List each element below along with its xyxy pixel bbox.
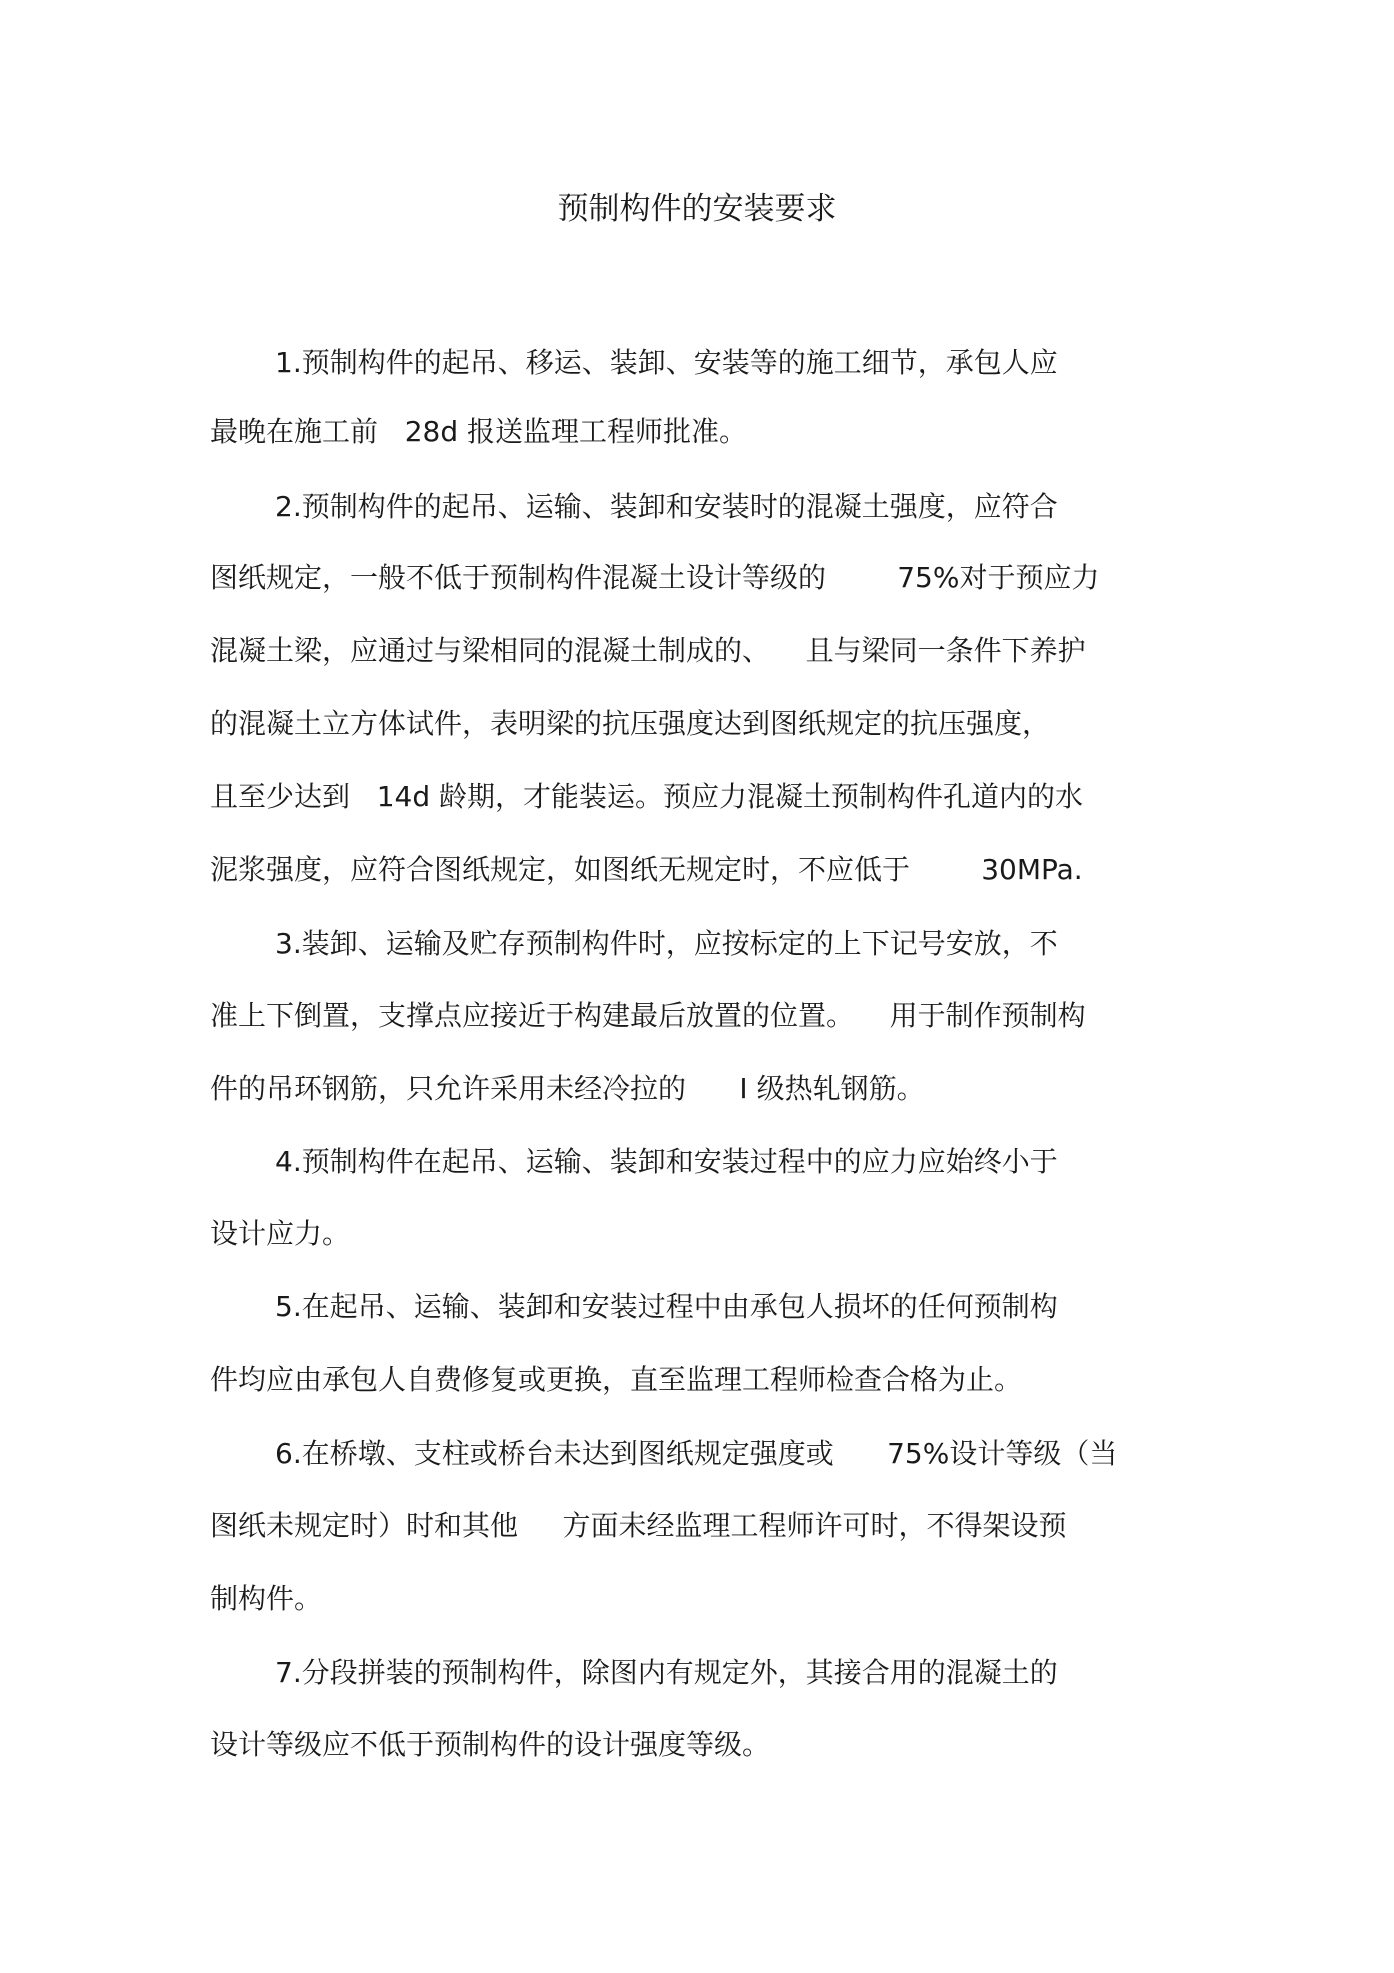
paragraph-6-line-3: 制构件。: [210, 1582, 323, 1615]
paragraph-4-line-1: 4.预制构件在起吊、运输、装卸和安装过程中的应力应始终小于: [275, 1145, 1058, 1178]
paragraph-6-line-2: 图纸未规定时）时和其他 方面未经监理工程师许可时，不得架设预: [210, 1509, 1067, 1542]
paragraph-1-line-2: 最晚在施工前 28d 报送监理工程师批准。: [210, 415, 748, 448]
paragraph-2-line-5: 且至少达到 14d 龄期，才能装运。预应力混凝土预制构件孔道内的水: [210, 780, 1084, 813]
paragraph-2-line-3: 混凝土梁，应通过与梁相同的混凝土制成的、 且与梁同一条件下养护: [210, 634, 1086, 667]
paragraph-7-line-2: 设计等级应不低于预制构件的设计强度等级。: [210, 1728, 771, 1761]
paragraph-4-line-2: 设计应力。: [210, 1217, 351, 1250]
paragraph-2-line-6: 泥浆强度，应符合图纸规定，如图纸无规定时，不应低于 30MPa.: [210, 853, 1083, 886]
paragraph-1-line-1: 1.预制构件的起吊、移运、装卸、安装等的施工细节，承包人应: [275, 346, 1058, 379]
paragraph-3-line-3: 件的吊环钢筋，只允许采用未经冷拉的 I 级热轧钢筋。: [210, 1072, 925, 1105]
paragraph-5-line-2: 件均应由承包人自费修复或更换，直至监理工程师检查合格为止。: [210, 1363, 1023, 1396]
paragraph-3-line-2: 准上下倒置，支撑点应接近于构建最后放置的位置。 用于制作预制构: [210, 999, 1086, 1032]
paragraph-5-line-1: 5.在起吊、运输、装卸和安装过程中由承包人损坏的任何预制构: [275, 1290, 1058, 1323]
paragraph-7-line-1: 7.分段拼装的预制构件，除图内有规定外，其接合用的混凝土的: [275, 1656, 1058, 1689]
document-title: 预制构件的安装要求: [557, 191, 837, 227]
paragraph-6-line-1: 6.在桥墩、支柱或桥台未达到图纸规定强度或 75%设计等级（当: [275, 1437, 1118, 1470]
paragraph-2-line-1: 2.预制构件的起吊、运输、装卸和安装时的混凝土强度，应符合: [275, 490, 1058, 523]
paragraph-2-line-4: 的混凝土立方体试件，表明梁的抗压强度达到图纸规定的抗压强度，: [210, 707, 1051, 740]
paragraph-2-line-2: 图纸规定，一般不低于预制构件混凝土设计等级的 75%对于预应力: [210, 561, 1100, 594]
paragraph-3-line-1: 3.装卸、运输及贮存预制构件时，应按标定的上下记号安放，不: [275, 927, 1058, 960]
